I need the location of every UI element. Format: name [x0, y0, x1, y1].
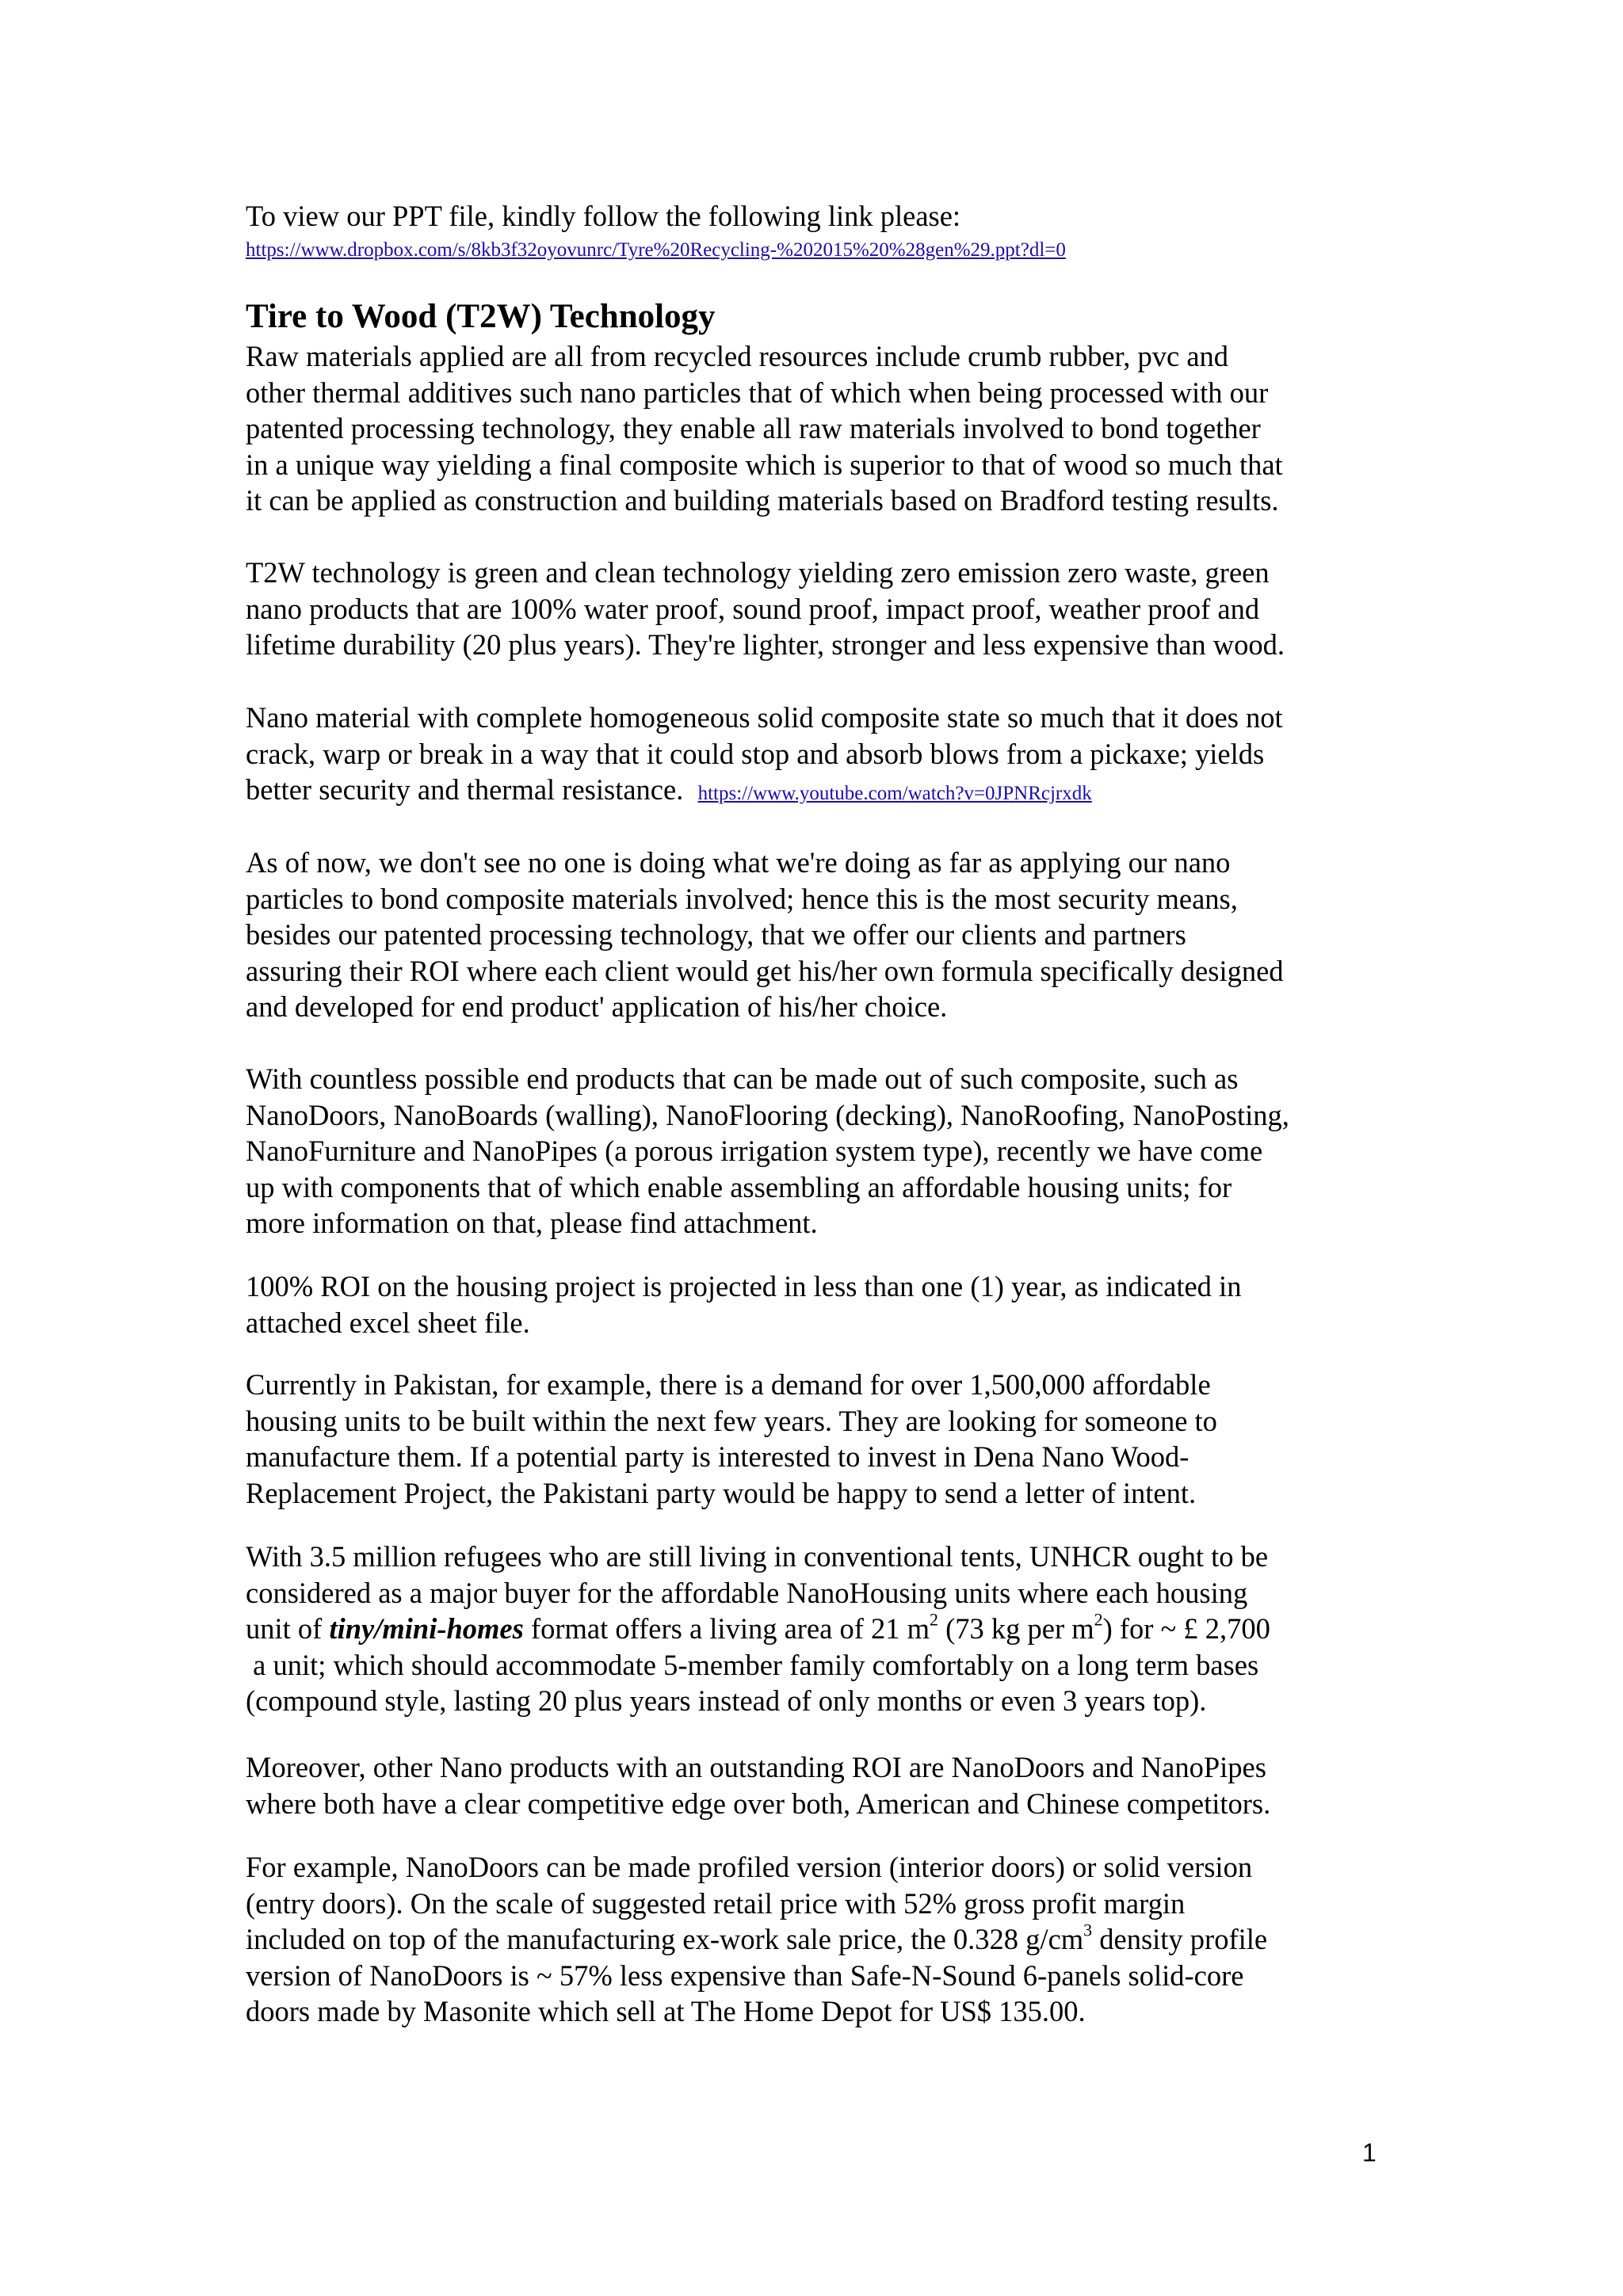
text-line: lifetime durability (20 plus years). They're lighter, stronger and less expensive than wood. [246, 628, 1285, 662]
text-line: As of now, we don't see no one is doing what we're doing as far as applying our nano [246, 846, 1231, 879]
text-line: assuring their ROI where each client would get his/her own formula specifically designed [246, 954, 1284, 987]
text-line: included on top of the manufacturing ex-work sale price, the 0.328 $g/cm^3$ density profile [246, 1920, 1268, 1956]
text-line: attached excel sheet file. [246, 1306, 530, 1339]
text-line: (compound style, lasting 20 plus years instead of only months or even 3 years top). [246, 1684, 1207, 1718]
superscript: 3 [1083, 1920, 1093, 1940]
paragraph-3 [246, 700, 1387, 812]
paragraph-4 [246, 845, 1387, 1025]
text-line: Nano material with complete homogeneous solid composite state so much that it does not [246, 701, 1283, 734]
paragraph-6 [246, 1268, 1387, 1341]
intro-text: To view our PPT file, kindly follow the following link please: [246, 200, 961, 232]
text-line: where both have a clear competitive edge over both, American and Chinese competitors. [246, 1787, 1271, 1820]
text-line: Currently in Pakistan, for example, there is a demand for over 1,500,000 affordable [246, 1368, 1211, 1401]
text-line [246, 772, 1387, 812]
page-number: 1 [1362, 2138, 1377, 2167]
superscript: 2 [930, 1609, 938, 1630]
text-line: NanoDoors, NanoBoards (walling), NanoFlooring (decking), NanoRoofing, NanoPosting, [246, 1098, 1289, 1131]
text-line: NanoFurniture and NanoPipes (a porous irrigation system type), recently we have come [246, 1135, 1263, 1168]
paragraph-7 [246, 1367, 1387, 1511]
text-line: up with components that of which enable assembling an affordable housing units; for [246, 1170, 1232, 1203]
paragraph-2 [246, 555, 1387, 663]
emphasis-text: tiny/mini-homes [329, 1612, 524, 1646]
text-line: For example, NanoDoors can be made profiled version (interior doors) or solid version [246, 1851, 1253, 1883]
text-line: housing units to be built within the next few years. They are looking for someone to [246, 1404, 1217, 1437]
text-line: a unit; which should accommodate 5-member family comfortably on a long term bases [246, 1648, 1259, 1681]
text-span: better security and thermal resistance. [246, 773, 684, 807]
text-line: besides our patented processing technology, that we offer our clients and partners [246, 918, 1186, 952]
superscript: 2 [1094, 1609, 1103, 1630]
text-line: version of NanoDoors is ~ 57% less expensive than Safe-N-Sound 6-panels solid-core [246, 1958, 1244, 1992]
text-line: patented processing technology, they enable all raw materials involved to bond together [246, 412, 1261, 445]
text-line: considered as a major buyer for the affordable NanoHousing units where each housing [246, 1576, 1248, 1609]
paragraph-9 [246, 1749, 1387, 1821]
text-line: particles to bond composite materials involved; hence this is the most security means, [246, 882, 1238, 915]
text-line: doors made by Masonite which sell at The Home Depot for US$ 135.00. [246, 1995, 1086, 2028]
text-line: Moreover, other Nano products with an outstanding ROI are NanoDoors and NanoPipes [246, 1751, 1266, 1783]
text-line: other thermal additives such nano particles that of which when being processed with our [246, 376, 1269, 409]
text-line: unit of tiny/mini-homes format offers a living area of 21 $m^2$ (73 kg per $m^2$) for ~ £ 2,700 [246, 1609, 1270, 1646]
youtube-link[interactable]: https://www.youtube.com/watch?v=0JPNRcjrxdk [697, 783, 1092, 805]
text-line: Replacement Project, the Pakistani party would be happy to send a letter of intent. [246, 1476, 1197, 1509]
text-line: nano products that are 100% water proof, sound proof, impact proof, weather proof and [246, 592, 1260, 625]
text-line: 100% ROI on the housing project is projected in less than one (1) year, as indicated in [246, 1270, 1242, 1302]
heading-section [246, 297, 1387, 337]
text-line: (entry doors). On the scale of suggested retail price with 52% gross profit margin [246, 1886, 1186, 1920]
text-line: and developed for end product' application of his/her choice. [246, 990, 948, 1024]
text-line: crack, warp or break in a way that it could stop and absorb blows from a pickaxe; yields [246, 737, 1265, 770]
intro-section [246, 198, 1387, 262]
paragraph-10 [246, 1849, 1387, 2030]
text-line: Raw materials applied are all from recycled resources include crumb rubber, pvc and [246, 340, 1229, 372]
text-line: more information on that, please find attachment. [246, 1207, 818, 1240]
text-line: With 3.5 million refugees who are still living in conventional tents, UNHCR ought to be [246, 1540, 1269, 1573]
text-line: With countless possible end products that can be made out of such composite, such as [246, 1062, 1239, 1095]
section-heading: Tire to Wood (T2W) Technology [246, 298, 716, 335]
text-line: manufacture them. If a potential party is interested to invest in Dena Nano Wood- [246, 1440, 1190, 1474]
paragraph-5 [246, 1061, 1387, 1241]
text-line: it can be applied as construction and building materials based on Bradford testing results. [246, 484, 1279, 517]
dropbox-link[interactable]: https://www.dropbox.com/s/8kb3f32oyovunrc/Tyre%20Recycling-%202015%20%28gen%29.ppt?dl=0 [246, 238, 1066, 261]
text-line: T2W technology is green and clean technology yielding zero emission zero waste, green [246, 556, 1270, 589]
paragraph-8 [246, 1539, 1387, 1719]
text-line: in a unique way yielding a final composite which is superior to that of wood so much that [246, 448, 1283, 481]
paragraph-1 [246, 338, 1387, 519]
